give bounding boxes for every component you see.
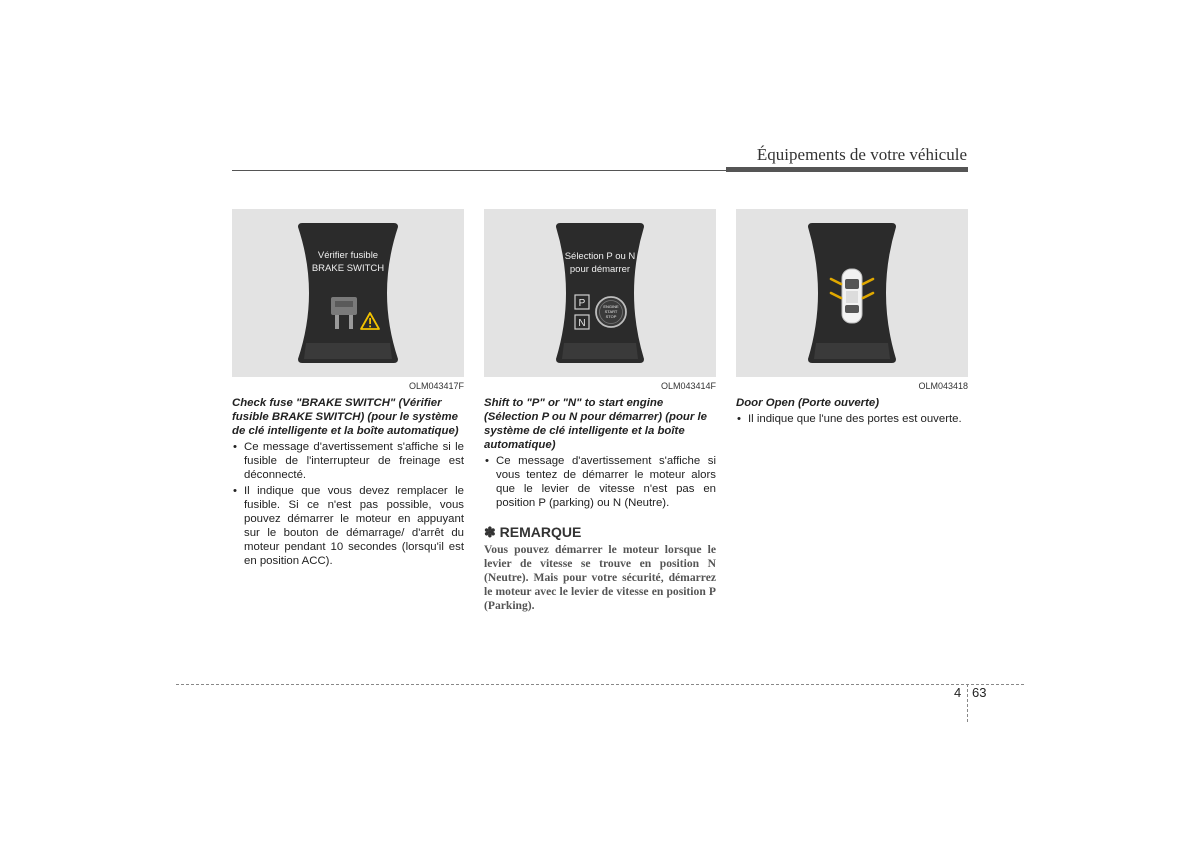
- svg-text:P: P: [578, 298, 586, 309]
- display-text-line-1: Sélection P ou N: [564, 251, 636, 262]
- bullet-list: [484, 454, 716, 510]
- display-panel: [556, 223, 644, 363]
- display-panel: [298, 223, 398, 363]
- image-code: OLM043417F: [408, 381, 464, 391]
- svg-text:ENGINE: ENGINE: [603, 304, 619, 309]
- message-caption: Shift to "P" or "N" to start engine (Sélection P ou N pour démarrer) (pour le système de clé intelligente et la boîte automatique): [484, 397, 707, 451]
- message-caption: Check fuse "BRAKE SWITCH" (Vérifier fusible BRAKE SWITCH) (pour le système de clé intelligente et la boîte automatique): [232, 397, 459, 437]
- page-header-title: Équipements de votre véhicule: [756, 145, 967, 164]
- display-base-shade: [814, 343, 890, 359]
- header-rule: [232, 170, 726, 171]
- cluster-image-shift-p-n: [484, 209, 716, 377]
- cluster-image-brake-switch: [232, 209, 464, 377]
- cluster-image-door-open: [736, 209, 968, 377]
- bullet-list: [736, 412, 968, 426]
- image-code: OLM043418: [918, 381, 968, 391]
- bullet-item: • Il indique que vous devez remplacer le fusible. Si ce n'est pas possible, vous pouvez démarrer le moteur en appuyant sur le bouton de démarrage/ d'arrêt du moteur pendant 10 secondes (lorsqu'il est en position ACC).: [232, 484, 464, 568]
- bullet-item: • Ce message d'avertissement s'affiche si le fusible de l'interrupteur de freinage est déconnecté.: [232, 440, 464, 482]
- chapter-number: 4: [954, 685, 962, 700]
- message-caption: Door Open (Porte ouverte): [736, 397, 880, 409]
- remark-heading: ✽ REMARQUE: [484, 524, 582, 540]
- column-door-open: [736, 209, 968, 428]
- display-base-shade: [304, 343, 392, 359]
- image-code: OLM043414F: [660, 381, 716, 391]
- svg-text:N: N: [578, 318, 586, 329]
- display-base-shade: [562, 343, 638, 359]
- engine-start-stop-button-icon: [596, 297, 626, 327]
- display-text-line-2: pour démarrer: [569, 264, 631, 275]
- footer-divider: [176, 684, 1024, 685]
- car-top-view-icon: [842, 269, 862, 323]
- svg-text:START: START: [604, 309, 618, 314]
- bullet-item: • Il indique que l'une des portes est ouverte.: [736, 412, 968, 426]
- header-rule-accent: [726, 167, 968, 172]
- bullet-item: • Ce message d'avertissement s'affiche si vous tentez de démarrer le moteur alors que le levier de vitesse n'est pas en position P (parking) ou N (Neutre).: [484, 454, 716, 510]
- remark-text: Vous pouvez démarrer le moteur lorsque le levier de vitesse se trouve en position N (Neutre). Mais pour votre sécurité, démarrez le moteur avec le levier de vitesse en position P (Parking).: [484, 543, 716, 612]
- page-number: 63: [972, 685, 987, 700]
- svg-text:STOP: STOP: [605, 314, 617, 319]
- column-shift-p-n: [484, 209, 716, 613]
- page-number-divider: [967, 684, 968, 722]
- display-text-line-1: Vérifier fusible: [317, 250, 379, 261]
- bullet-list: [232, 440, 464, 568]
- column-brake-switch: [232, 209, 464, 570]
- display-text-line-2: BRAKE SWITCH: [311, 263, 385, 274]
